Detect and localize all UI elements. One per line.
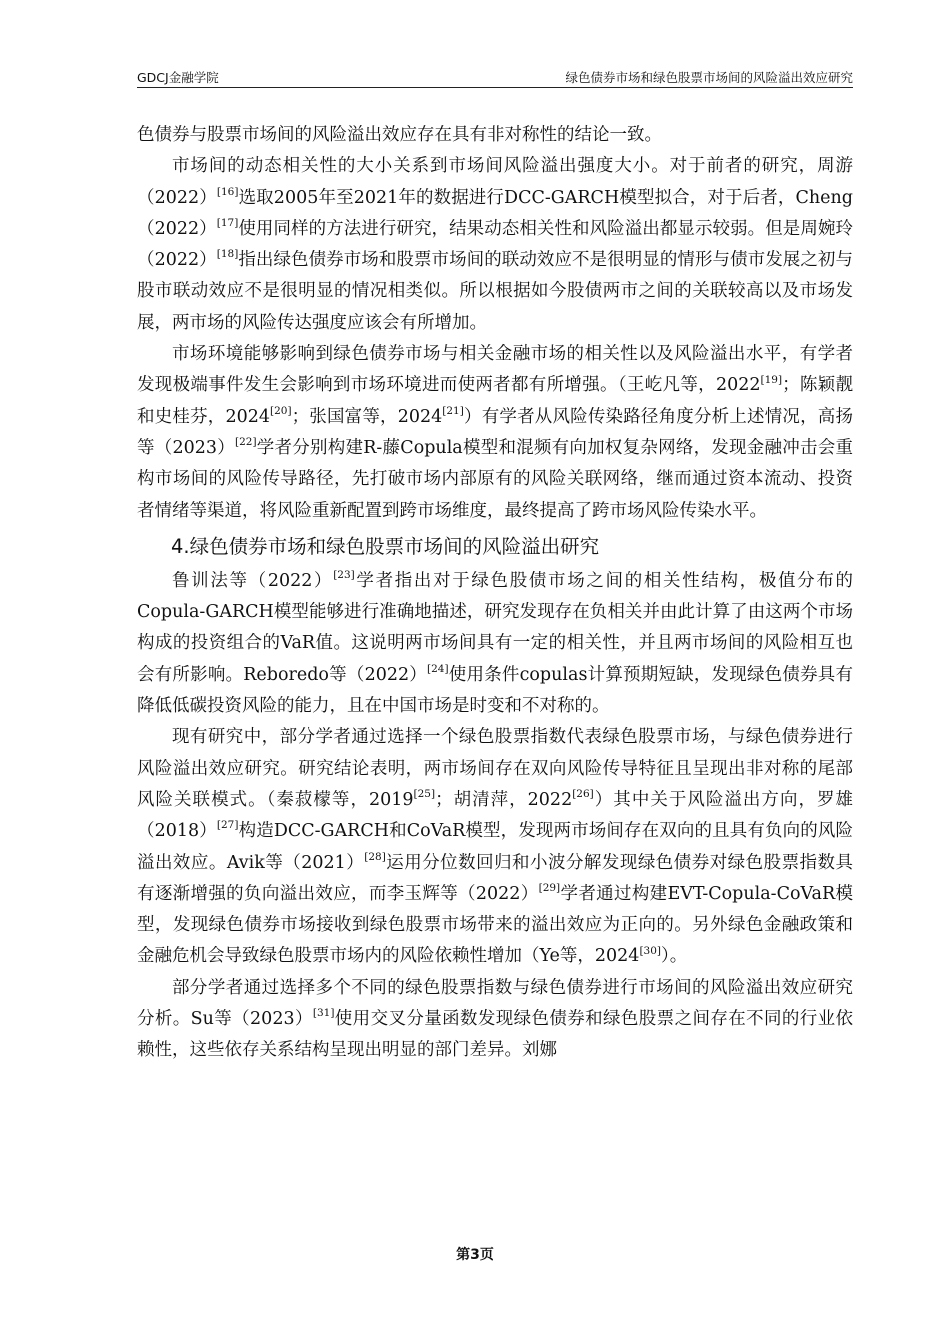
text-run: ）其中关于风险溢出方向，罗雄（2018） [137,789,853,842]
citation-ref: [19] [760,373,783,386]
text-run: 运用分位数回归和小波分解发现绿色债券对绿色股票指数具有逐渐增强的负向溢出效应，而李玉辉等（2022） [137,852,853,904]
citation-ref: [26] [572,788,594,801]
text-run: 学者分别构建R-藤Copula模型和混频有向加权复杂网络，发现金融冲击会重构市场间的风险传导路径，先打破市场内部原有的风险关联网络，继而通过资本流动、投资者情绪等渠道，将风险重新配置到跨市场维度，最终提高了跨市场风险传染水平。 [137,437,853,521]
body-text [137,120,853,1067]
text-run: ）有学者从风险传染路径角度分析上述情况，高扬等（2023） [137,406,853,458]
section-heading: 4.绿色债券市场和绿色股票市场间的风险溢出研究 [171,534,600,558]
citation-ref: [31] [312,1007,335,1020]
citation-ref: [29] [538,882,561,894]
citation-ref: [23] [333,569,355,582]
text-run: 使用同样的方法进行研究，结果动态相关性和风险溢出都显示较弱。但是周婉玲（2022） [137,218,853,271]
citation-ref: [27] [216,819,239,832]
text-run: 使用条件copulas计算预期短缺，发现绿色债券具有降低低碳投资风险的能力，且在中国市场是时变和不对称的。 [137,664,853,717]
header-paper-title: 绿色债券市场和绿色股票市场间的风险溢出效应研究 [565,70,853,85]
text-run: 现有研究中，部分学者通过选择一个绿色股票指数代表绿色股票市场，与绿色债券进行风险溢出效应研究。研究结论表明，两市场间存在双向风险传导特征且呈现出非对称的尾部风险关联模式。（秦菽檬等，2019 [137,727,853,810]
text-run: ；胡清萍，2022 [435,789,573,810]
citation-ref: [17] [216,217,239,230]
paragraph [137,339,853,527]
page-header [137,66,853,88]
text-run: 指出绿色债券市场和股票市场间的联动效应不是很明显的情形与债市发展之初与股市联动效应不是很明显的情况相类似。所以根据如今股债两市之间的关联较高以及市场发展，两市场的风险传达强度应该会有所增加。 [137,250,853,333]
text-run: ；陈颖靓和史桂芬，2024 [137,375,853,427]
text-run: 学者通过构建EVT-Copula-CoVaR模型，发现绿色债券市场接收到绿色股票市场带来的溢出效应为正向的。另外绿色金融政策和金融危机会导致绿色股票市场内的风险依赖性增加（Ye等，2024 [137,883,853,967]
text-run: 构造DCC-GARCH和CoVaR模型，发现两市场间存在双向的且具有负向的风险溢出效应。Avik等（2021） [137,821,853,873]
text-run: 鲁训法等（2022） [172,570,334,591]
paragraph [137,722,853,972]
citation-ref: [28] [364,850,386,863]
header-rule [137,87,853,88]
citation-ref: [16] [216,185,239,198]
text-run: 部分学者通过选择多个不同的绿色股票指数与绿色债券进行市场间的风险溢出效应研究分析。Su等（2023） [137,977,853,1030]
paragraph [137,973,853,1067]
paragraph [137,120,853,151]
text-run: ）。 [661,946,688,967]
paragraph [137,151,853,339]
text-run: ；张国富等，2024 [291,406,443,427]
citation-ref: [20] [270,404,292,417]
citation-ref: [21] [442,404,464,417]
header-institution: GDCJ金融学院 [137,70,219,85]
text-run: 市场环境能够影响到绿色债券市场与相关金融市场的相关性以及风险溢出水平，有学者发现极端事件发生会影响到市场环境进而使两者都有所增强。（王屹凡等，2022 [137,344,853,396]
text-run: 使用交叉分量函数发现绿色债券和绿色股票之间存在不同的行业依赖性，这些依存关系结构呈现出明显的部门差异。刘娜 [137,1009,854,1061]
text-run: 选取2005年至2021年的数据进行DCC-GARCH模型拟合，对于后者，Cheng（2022） [137,187,853,239]
citation-ref: [22] [235,436,257,449]
page-number: 第3页 [456,1247,494,1263]
citation-ref: [24] [427,662,449,675]
paragraph [137,566,853,722]
text-run: 市场间的动态相关性的大小关系到市场间风险溢出强度大小。对于前者的研究，周游（2022） [137,156,853,208]
text-run: 学者指出对于绿色股债市场之间的相关性结构，极值分布的Copula-GARCH模型能够进行准确地描述，研究发现存在负相关并由此计算了由这两个市场构成的投资组合的VaR值。这说明两市场间具有一定的相关性，并且两市场间的风险相互也会有所影响。Reboredo等（2022） [137,570,853,685]
citation-ref: [25] [413,788,436,801]
text-run: 色债券与股票市场间的风险溢出效应存在具有非对称性的结论一致。 [137,125,662,145]
citation-ref: [30] [639,944,661,957]
citation-ref: [18] [216,248,239,261]
